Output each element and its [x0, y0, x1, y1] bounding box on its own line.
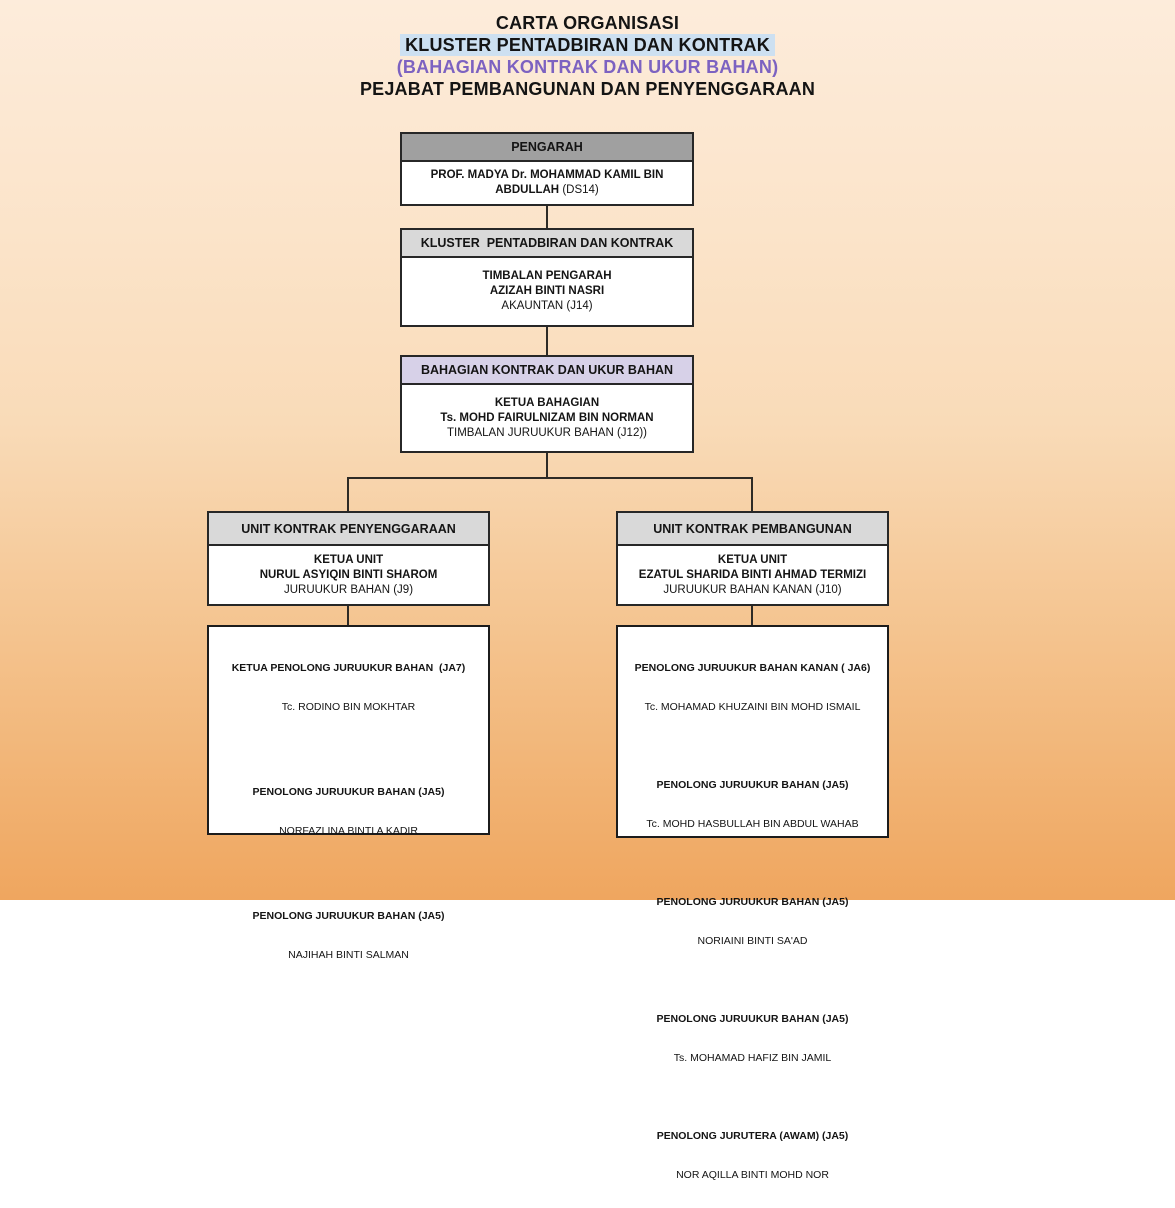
- bahagian-name: Ts. MOHD FAIRULNIZAM BIN NORMAN: [440, 411, 654, 424]
- staff-position: PENOLONG JURUUKUR BAHAN (JA5): [656, 779, 849, 791]
- staff-name: Tc. MOHD HASBULLAH BIN ABDUL WAHAB: [646, 818, 859, 830]
- staff-list-pembangunan: [616, 625, 889, 1181]
- title-line-3: (BAHAGIAN KONTRAK DAN UKUR BAHAN): [396, 57, 779, 77]
- node-unit-pembangunan-body: [618, 546, 887, 604]
- node-unit-penyenggaraan: [207, 511, 490, 606]
- connector-left-drop: [347, 477, 349, 511]
- staff-name: NOR AQILLA BINTI MOHD NOR: [676, 1169, 829, 1181]
- connector-horizontal-split: [347, 477, 753, 479]
- staff-name: Tc. MOHAMAD KHUZAINI BIN MOHD ISMAIL: [644, 701, 861, 713]
- chart-title-block: [0, 12, 1175, 100]
- unit-left-role: KETUA UNIT: [313, 553, 384, 566]
- kluster-role: TIMBALAN PENGARAH: [482, 270, 612, 282]
- unit-left-name: NURUL ASYIQIN BINTI SHAROM: [259, 568, 438, 581]
- pengarah-grade: (DS14): [562, 184, 599, 196]
- node-bahagian-body: [402, 385, 692, 451]
- title-line-2: [0, 34, 1175, 56]
- connector-bahagian-down: [546, 453, 548, 479]
- staff-name: NAJIHAH BINTI SALMAN: [288, 949, 409, 961]
- staff-entry: [618, 753, 887, 857]
- staff-entry: [618, 870, 887, 974]
- unit-right-role: KETUA UNIT: [717, 553, 788, 566]
- staff-position: PENOLONG JURUTERA (AWAM) (JA5): [656, 1130, 849, 1142]
- title-line-1: CARTA ORGANISASI: [495, 13, 680, 33]
- staff-position: KETUA PENOLONG JURUUKUR BAHAN (JA7): [231, 662, 466, 674]
- connector-unitright-staff: [751, 606, 753, 625]
- kluster-grade: AKAUNTAN (J14): [501, 300, 593, 312]
- bahagian-grade: TIMBALAN JURUUKUR BAHAN (J12)): [447, 426, 647, 439]
- node-unit-penyenggaraan-header: UNIT KONTRAK PENYENGGARAAN: [209, 513, 488, 546]
- unit-left-grade: JURUUKUR BAHAN (J9): [283, 583, 414, 596]
- node-kluster-body: [402, 258, 692, 325]
- staff-name: Ts. MOHAMAD HAFIZ BIN JAMIL: [673, 1052, 832, 1064]
- staff-position: PENOLONG JURUUKUR BAHAN KANAN ( JA6): [634, 662, 871, 674]
- staff-position: PENOLONG JURUUKUR BAHAN (JA5): [656, 1013, 849, 1025]
- connector-unitleft-staff: [347, 606, 349, 625]
- staff-position: PENOLONG JURUUKUR BAHAN (JA5): [656, 896, 849, 908]
- unit-right-name: EZATUL SHARIDA BINTI AHMAD TERMIZI: [638, 568, 867, 581]
- connector-right-drop: [751, 477, 753, 511]
- staff-list-penyenggaraan: [207, 625, 490, 961]
- staff-entry: [618, 636, 887, 740]
- bahagian-role: KETUA BAHAGIAN: [494, 396, 600, 409]
- node-pengarah: [400, 132, 694, 206]
- staff-entry: [209, 884, 488, 988]
- staff-name: NORFAZLINA BINTI A KADIR: [279, 825, 418, 837]
- staff-name: NORIAINI BINTI SA'AD: [697, 935, 808, 947]
- title-highlighted-text: KLUSTER PENTADBIRAN DAN KONTRAK: [400, 34, 775, 56]
- connector-kluster-bahagian: [546, 327, 548, 355]
- node-kluster: [400, 228, 694, 327]
- node-bahagian-header: BAHAGIAN KONTRAK DAN UKUR BAHAN: [402, 357, 692, 385]
- kluster-name: AZIZAH BINTI NASRI: [489, 285, 605, 297]
- staff-entry: [209, 760, 488, 864]
- node-bahagian: [400, 355, 694, 453]
- node-pengarah-header: PENGARAH: [402, 134, 692, 162]
- node-unit-pembangunan-header: UNIT KONTRAK PEMBANGUNAN: [618, 513, 887, 546]
- title-line-4: PEJABAT PEMBANGUNAN DAN PENYENGGARAAN: [359, 79, 816, 99]
- staff-entry: [209, 636, 488, 740]
- staff-position: PENOLONG JURUUKUR BAHAN (JA5): [252, 786, 445, 798]
- staff-entry: [618, 987, 887, 1091]
- node-unit-pembangunan: [616, 511, 889, 606]
- node-pengarah-body: [402, 162, 692, 204]
- staff-name: Tc. RODINO BIN MOKHTAR: [281, 701, 416, 713]
- pengarah-name-line: [427, 168, 667, 198]
- node-unit-penyenggaraan-body: [209, 546, 488, 604]
- node-kluster-header: KLUSTER PENTADBIRAN DAN KONTRAK: [402, 230, 692, 258]
- staff-position: PENOLONG JURUUKUR BAHAN (JA5): [252, 910, 445, 922]
- connector-pengarah-kluster: [546, 206, 548, 228]
- unit-right-grade: JURUUKUR BAHAN KANAN (J10): [663, 583, 842, 596]
- staff-entry: [618, 1104, 887, 1208]
- pengarah-name: PROF. MADYA Dr. MOHAMMAD KAMIL BIN ABDULLAH: [430, 169, 664, 196]
